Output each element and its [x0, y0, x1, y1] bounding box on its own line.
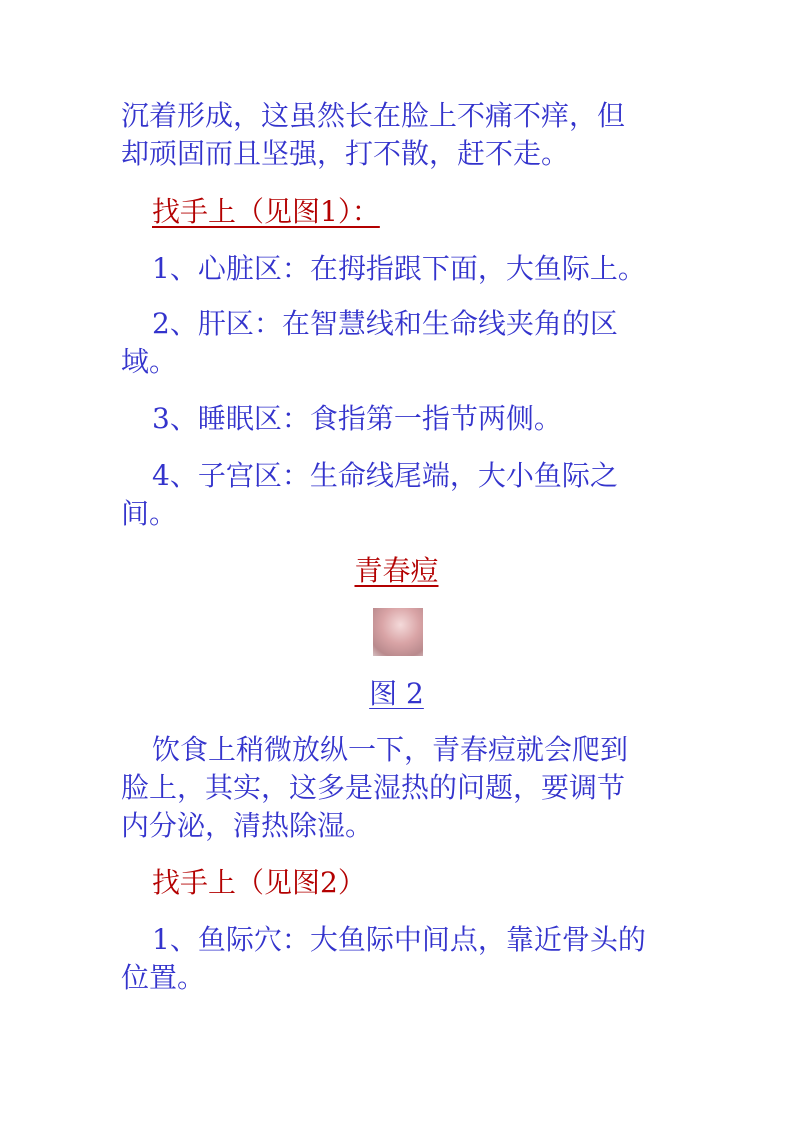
- paragraph-line: 却顽固而且坚强，打不散，赶不走。: [121, 137, 570, 170]
- list-item: 3、睡眠区：食指第一指节两侧。: [152, 402, 562, 435]
- section-heading: 找手上（见图2）: [152, 866, 366, 899]
- list-item-continuation: 位置。: [121, 961, 206, 994]
- paragraph-line: 脸上，其实，这多是湿热的问题，要调节: [121, 771, 626, 804]
- section-title: 青春痘: [354, 554, 439, 587]
- list-item: 4、子宫区：生命线尾端，大小鱼际之: [152, 459, 618, 492]
- paragraph-line: 沉着形成，这虽然长在脸上不痛不痒，但: [121, 99, 626, 132]
- figure-caption-row: [0, 675, 793, 713]
- list-item: 1、心脏区：在拇指跟下面，大鱼际上。: [152, 252, 646, 285]
- list-item: 2、肝区：在智慧线和生命线夹角的区: [152, 307, 618, 340]
- list-item-continuation: 域。: [121, 345, 178, 378]
- figure-image: [373, 608, 423, 656]
- paragraph-line: 饮食上稍微放纵一下，青春痘就会爬到: [152, 733, 629, 766]
- figure-caption-link[interactable]: 图 2: [369, 677, 424, 710]
- list-item: 1、鱼际穴：大鱼际中间点，靠近骨头的: [152, 923, 646, 956]
- section-heading: 找手上（见图1）：: [152, 195, 380, 228]
- paragraph-line: 内分泌，清热除湿。: [121, 809, 374, 842]
- list-item-continuation: 间。: [121, 497, 178, 530]
